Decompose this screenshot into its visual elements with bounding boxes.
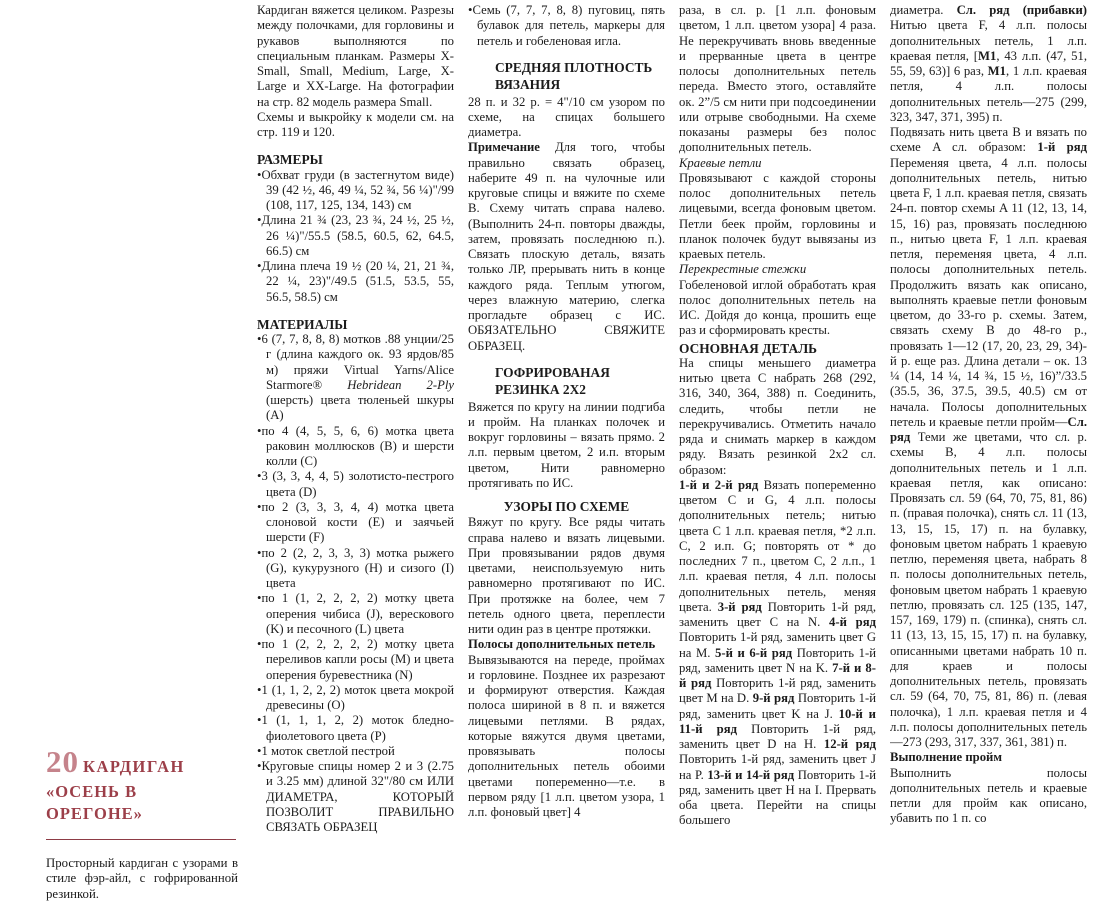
bullet-icon: • [257, 713, 262, 728]
bullet-item: •Длина 21 ¾ (23, 23 ¾, 24 ½, 25 ½, 26 ¼)"/55.5 (58.5, 60.5, 62, 64.5, 66.5) см [257, 213, 454, 258]
section-heading: СРЕДНЯЯ ПЛОТНОСТЬ ВЯЗАНИЯ [495, 59, 653, 93]
bullet-icon: • [257, 682, 262, 697]
bullet-icon: • [257, 332, 262, 346]
bullet-item: •по 2 (3, 3, 3, 4, 4) мотка цвета слоновой кости (E) и заячьей шерсти (F) [257, 499, 454, 545]
bullet-icon: • [257, 423, 262, 438]
text-column-2 [468, 3, 665, 919]
paragraph: Выполнить полосы дополнительных петель и краевые петли для пройм как описано, убавить по 1 п. со [890, 765, 1087, 826]
paragraph: На спицы меньшего диаметра нитью цвета C набрать 268 (292, 316, 340, 364, 388) п. Соединить, следить, чтобы петли не перекручивались. Отметить начало ряда и снимать маркер в каждом ряду. Вязать резинкой 2х2 сл. образом: [679, 355, 876, 477]
article-title-line1: КАРДИГАН [83, 757, 185, 776]
paragraph: Гобеленовой иглой обработать края полос дополнительных петель на ИС. Дойдя до конца, прошить еще раз и сформировать кресты. [679, 277, 876, 338]
section-heading: УЗОРЫ ПО СХЕМЕ [503, 499, 630, 515]
bullet-icon: • [257, 637, 262, 651]
paragraph: Схемы и выкройку к модели см. на стр. 119 и 120. [257, 109, 454, 139]
bullet-item: •6 (7, 7, 8, 8, 8) мотков .88 унции/25 г (длина каждого ок. 93 ярдов/85 м) пряжи Virtual Yarns/Alice Starmore® Hebridean 2-Ply (шерсть) цвета тюленьей шкуры (A) [257, 332, 454, 423]
paragraph: Вяжется по кругу на линии подгиба и пройм. На планках полочек и вокруг горловины – вязать прямо. 2 л.п. первым цветом, 2 и.п. вторым цветом, Нити равномерно протягивать по ИС. [468, 399, 665, 490]
paragraph: Подвязать нить цвета B и вязать по схеме A сл. образом: 1-й ряд Переменяя цвета, 4 л.п. полосы дополнительных петель, нитью цвета F, 1 л.п. краевая петля, связать 24-п. повтор схемы A 11 (12, 13, 14, 15, 16) раз, провязать последнюю п., нитью цвета F, 1 л.п. краевая петля, переменяя цвета, 4 л.п. полосы дополнительных петель. Продолжить вязать как описано, выполнять краевые петли фоновым цветом, до 33-го р. схемы. Затем, связать схему B до 48-го р., провязать 1—12 (17, 20, 23, 29, 34)-й р. еще раз. Длина детали – ок. 13 ¼ (14, 14 ¼, 14 ¾, 15 ½, 16)”/33.5 (35.5, 36, 37.5, 39.5, 40.5) см от начала. Полосы дополнительных петель и краевые петли пройм—Сл. ряд Теми же цветами, что сл. р. схемы B, 4 л.п. полосы дополнительных петель и 1 л.п. краевая петля, как описано: Провязать сл. 59 (64, 70, 75, 81, 86) п. (правая полочка), снять сл. 11 (13, 13, 15, 15, 17) п. на булавку, фоновым цветом набрать 1 краевую петлю, переменяя цвета, набрать 8 п. полосы дополнительных петель, фоновым цветом набрать 1 краевую петлю, провязать сл. 125 (135, 147, 157, 169, 179) п. (спинка), снять сл. 11 (13, 13, 15, 15, 17) п. на булавку, описанными цветами набрать 10 п. для краев и полосы дополнительных петель, провязать сл. 59 (64, 70, 75, 81, 86) п. (левая полочка), 1 л.п. краевая петля и 4 л.п. полосы дополнительных петель—273 (293, 317, 337, 361, 381) п. [890, 125, 1087, 749]
bullet-icon: • [257, 259, 262, 273]
article-body [257, 3, 1087, 919]
divider [46, 839, 236, 840]
bullet-icon: • [257, 469, 262, 484]
sidebar [46, 744, 238, 902]
bullet-item: •1 моток светлой пестрой [257, 743, 395, 758]
sub-heading: Перекрестные стежки [679, 262, 807, 277]
bullet-icon: • [257, 499, 262, 514]
article-tagline: Просторный кардиган с узорами в стиле фэр-айл, с гофрированной резинкой. [46, 855, 238, 901]
article-title-line2: «ОСЕНЬ В ОРЕГОНЕ» [46, 782, 143, 824]
section-heading: ГОФРИРОВАНАЯ РЕЗИНКА 2X2 [495, 364, 610, 398]
bullet-icon: • [257, 545, 262, 560]
bullet-item: •1 (1, 1, 1, 2, 2) моток бледно-фиолетового цвета (P) [257, 713, 454, 743]
paragraph: Провязывают с каждой стороны полос дополнительных петель лицевыми, всегда фоновым цветом. Петли беек пройм, горловины и планок полочек будут вывязаны из краевых петель. [679, 170, 876, 261]
bullet-icon: • [257, 743, 262, 758]
bullet-icon: • [257, 213, 262, 228]
paragraph: 1-й и 2-й ряд Вязать попеременно цветом C и G, 4 л.п. полосы дополнительных петель; нитью цвета C 1 л.п. краевая петля, *2 л.п. C, 2 и.п. G; повторять от * до последних 7 п., цветом C, 2 л.п., 1 л.п. краевая петля, 4 л.п. полосы дополнительных петель, меняя цвета. 3-й ряд Повторить 1-й ряд, заменить цвет C на N. 4-й ряд Повторить 1-й ряд, заменить цвет G на M. 5-й и 6-й ряд Повторить 1-й ряд, заменить цвет N на K. 7-й и 8-й ряд Повторить 1-й ряд, заменить цвет M на D. 9-й ряд Повторить 1-й ряд, заменить цвет K на J. 10-й и 11-й ряд Повторить 1-й ряд, заменить цвет D на H. 12-й ряд Повторить 1-й ряд, заменить цвет J на P. 13-й и 14-й ряд Повторить 1-й ряд, заменить цвет H на I. Прервать оба цвета. Перейти на спицы большего [679, 477, 876, 828]
bullet-icon: • [257, 167, 262, 182]
paragraph: Вяжут по кругу. Все ряды читать справа налево и вязать лицевыми. При провязывании рядов двумя цветами, неиспользуемую нить равномерно протягивают по ИС. При протяжке на более, чем 7 петель одного цвета, переплести нити один раз в центре протяжки. [468, 515, 665, 637]
paragraph: Кардиган вяжется целиком. Разрезы между полочками, для горловины и рукавов выполняются по специальным планкам. Размеры X-Small, Small, Medium, Large, X-Large и XX-Large. На фотографии на стр. 82 модель размера Small. [257, 3, 454, 109]
bullet-item: •Длина плеча 19 ½ (20 ¼, 21, 21 ¾, 22 ¼, 23)"/49.5 (51.5, 53.5, 55, 56.5, 58.5) см [257, 259, 454, 304]
article-number: 20 [46, 744, 79, 779]
paragraph: 28 п. и 32 р. = 4"/10 см узором по схеме, на спицах большего диаметра. [468, 94, 665, 140]
sub-heading: Полосы дополнительных петель [468, 637, 656, 652]
text-column-3 [679, 3, 876, 919]
bullet-item: •Семь (7, 7, 7, 8, 8) пуговиц, пять булавок для петель, маркеры для петель и гобеленовая игла. [468, 3, 665, 48]
bullet-item: •по 1 (2, 2, 2, 2, 2) мотку цвета переливов капли росы (M) и цвета оперения буревестника (N) [257, 637, 454, 682]
paragraph: Примечание Для того, чтобы правильно связать образец, наберите 49 п. на чулочные или круговые спицы и вяжите по схеме B. Схему читать справа налево.(Выполнить 24-п. повторы дважды, затем, провязать последнюю п.). Связать плоскую деталь, вязать только ЛР, прерывать нить в конце каждого ряда. Теплым утюгом, через влажную материю, слегка прогладьте образец с ИС. ОБЯЗАТЕЛЬНО СВЯЖИТЕ ОБРАЗЕЦ. [468, 140, 665, 353]
paragraph: диаметра. Сл. ряд (прибавки) Нитью цвета F, 4 л.п. полосы дополнительных петель, 1 л.п. краевая петля, [M1, 43 л.п. (47, 51, 55, 59, 63)] 6 раз, M1, 1 л.п. краевая петля, 4 л.п. полосы дополнительных петель—275 (299, 323, 347, 371, 395) п. [890, 3, 1087, 124]
bullet-item: •по 4 (4, 5, 5, 6, 6) мотка цвета раковин моллюсков (B) и шерсти колли (C) [257, 423, 454, 468]
section-heading: РАЗМЕРЫ [257, 152, 323, 168]
bullet-icon: • [468, 3, 473, 17]
text-column-1 [257, 3, 454, 919]
bullet-icon: • [257, 591, 262, 606]
bullet-item: •1 (1, 1, 2, 2, 2) моток цвета мокрой древесины (O) [257, 682, 454, 712]
bullet-item: •3 (3, 3, 4, 4, 5) золотисто-пестрого цвета (D) [257, 469, 454, 499]
bullet-item: •Обхват груди (в застегнутом виде) 39 (42 ½, 46, 49 ¼, 52 ¾, 56 ¼)"/99 (108, 117, 125, 134, 143) см [257, 167, 454, 212]
sub-heading: Краевые петли [679, 155, 762, 170]
bullet-icon: • [257, 759, 262, 773]
paragraph: Вывязываются на переде, проймах и горловине. Позднее их разрезают и формируют отверстия. Каждая полоса шириной в 8 п. и вяжется лицевыми петлями. В рядах, которые вяжутся двумя цветами, провязывать полосы дополнительных петель обоими цветами попеременно—т.е. в первом ряду [1 л.п. цветом узора, 1 л.п. фоновый цвет] 4 [468, 652, 665, 820]
bullet-item: •по 1 (1, 2, 2, 2, 2) мотку цвета оперения чибиса (J), верескового (K) и песочного (L) цвета [257, 591, 454, 636]
bullet-item: •Круговые спицы номер 2 и 3 (2.75 и 3.25 мм) длиной 32"/80 см ИЛИ ДИАМЕТРА, КОТОРЫЙ ПОЗВОЛИТ ПРАВИЛЬНО СВЯЗАТЬ ОБРАЗЕЦ [257, 759, 454, 834]
section-heading: ОСНОВНАЯ ДЕТАЛЬ [679, 340, 818, 356]
paragraph: раза, в сл. р. [1 л.п. фоновым цветом, 1 л.п. цветом узора] 4 раза. Не перекручивать вновь введенные и прерванные цвета в центре полосы дополнительных петель переда. Вместо этого, оставляйте ок. 2”/5 см нити при подсоединении или отрыве свободными. На схеме показаны размеры без полос дополнительных петель. [679, 3, 876, 155]
sub-heading: Выполнение пройм [890, 750, 1003, 765]
text-column-4 [890, 3, 1087, 919]
bullet-item: •по 2 (2, 2, 3, 3, 3) мотка рыжего (G), кукурузного (H) и сизого (I) цвета [257, 545, 454, 590]
article-title [46, 744, 238, 826]
section-heading: МАТЕРИАЛЫ [257, 316, 348, 332]
